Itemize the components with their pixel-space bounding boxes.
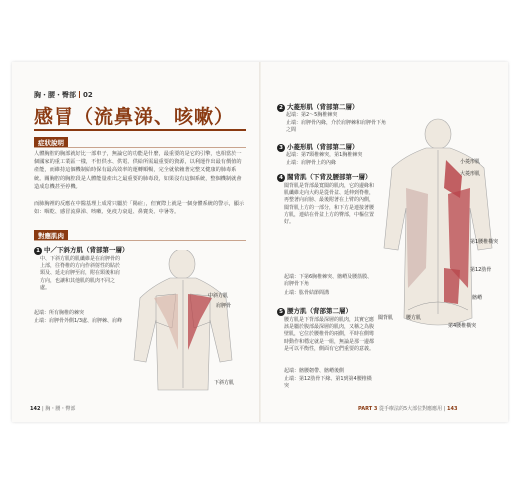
right-footer: PART 3 從手療法的5大部位對應應用 | 143 [358,406,458,412]
muscle-4-origin: 起端：下第6胸椎棘突、髂嵴及腰筋膜、肩胛骨下角 [284,274,373,288]
page-title: 感冒（流鼻涕、咳嗽） [34,106,235,128]
trapezius-figure [132,250,250,400]
page-gutter [259,62,261,422]
book-spread [12,62,508,422]
fig-label-scapula: 肩胛骨 [216,303,232,309]
muscle-5-origin: 起端：髂腰韌帶、髂嵴後側 [284,368,345,374]
muscle-1-number: 1 [34,247,42,255]
fig-label-rhomboid-major: 大菱形肌 [460,171,481,177]
muscle-4-number: 4 [277,174,285,182]
left-footer-text: 胸・腰・臀部 [45,406,76,412]
muscles-tag: 對應肌肉 [34,230,68,241]
fig-label-l1: 第1腰椎橫突 [470,239,499,245]
muscle-3-heading: 3 小菱形肌（背部第二層） [277,142,359,152]
muscle-2-insertion: 止端：肩胛骨內緣，介於肩胛棘和肩胛骨下角之間 [286,120,387,134]
fig-label-rhomboid-minor: 小菱形肌 [460,159,481,165]
fig-label-lower-trapezius: 下斜方肌 [214,380,235,386]
muscle-2-origin: 起端：第2～5胸椎棘突 [286,112,338,118]
muscle-3-origin: 起端：第7頸椎棘突，第1胸椎棘突 [286,152,363,158]
fig-label-rib12: 第12肋骨 [470,267,492,273]
muscle-4-insertion: 止端：肱骨結節間溝 [284,290,330,296]
muscle-4-heading: 4 闊背肌（下背及腰部第一層） [277,172,372,182]
muscle-1-insertion: 止端：肩胛骨外側1/3處、肩胛棘、肩峰 [34,318,123,324]
symptom-paragraph-1: 人體胸腔的胸部就好比一部車子，無論它的功能是什麼，最重要的是它的引擎，也相當於一個國家的重工業區一樣，不但供水、供電、供給所需最重要的資源，以利運作出最有價值的產能，而維持這個機制給時保有最高效率的運轉順暢，完全就依賴著完整又健康的肺毒系統。關胸腔的胸腔段是人體能量產出之最重要的肺毒段，如果沒有這個系統，整個機制就會造成怠機甚至停機。 [34,151,242,190]
muscle-5-heading: 5 腰方肌（背部第二層） [277,306,352,316]
symptom-paragraph-2: 而肺胸裡的反應在中醫基理上成常只屬於「陽症」，但實際上就是一個身體系統的警示，顯示如：咽乾、感冒流鼻涕、咳嗽、免疫力衰退、鼻竇炎、中暑等。 [34,201,245,216]
fig-label-iliac: 髂嵴 [472,295,483,301]
muscle-4-desc: 闊背肌是背部最寬闊的肌肉，它的邊緣和肌纖維走向大約是從骨盆、延伸到脊椎，再整著向肩膀、最後附著在上臂的內側，闊背肌上方的一部分，和下方是連接著腰方肌，連結在骨盆上方的臀部，中樞位置好。 [284,183,375,226]
muscle-3-number: 3 [277,144,285,152]
quadratus-lumborum-shape [444,268,460,304]
fig-label-middle-trapezius: 中斜方肌 [208,293,229,299]
muscle-5-desc: 腰方肌是下背部最深層的肌肉，其實它應該是屬於腹部最深層的肌肉，又稱之為腹壁肌，它位於腰椎骨的兩側，平時在側彎時動作和穩定就是一組，無論是那一邊都是可以平衡性，側面有它們重要的意義。 [284,317,375,352]
muscle-1-heading: 1 中／下斜方肌（背部第一層） [34,245,129,255]
muscle-1-desc: 中、下斜方肌的肌纖維是在肩胛骨的上部，往脊椎的方向作斜射性的貼於頸及、延走肩胛至肩，附在頸後和肩方向，也讓和其他肌的肌肉不同之處。 [40,256,121,291]
muscle-5-number: 5 [277,308,285,316]
fig-label-latissimus: 闊背肌 [378,315,394,321]
section-number: 02 [83,91,93,99]
fig-label-quadratus: 腰方肌 [406,315,422,321]
muscles-rule [34,240,246,241]
muscle-2-heading: 2 大菱形肌（背部第二層） [277,102,359,112]
right-footer-text: 從手療法的5大部位對應應用 [378,406,443,412]
muscle-5-insertion: 止端：第12肋骨下緣、第1到第4腰椎橫突 [284,376,372,390]
title-rule [34,129,246,131]
symptom-rule [34,147,246,148]
left-page-number: 142 [30,406,41,412]
muscle-1-origin: 起端：所有胸椎的棘突 [34,310,85,316]
section-name: 胸・腰・臀部 [34,91,76,99]
section-label [34,90,93,100]
right-page-number: 143 [447,406,458,412]
muscle-3-insertion: 止端：肩胛骨上的內緣 [286,160,337,166]
left-footer: 142 | 胸・腰・臀部 [30,406,76,412]
fig-label-l4: 第4腰椎橫突 [448,323,477,329]
right-footer-part: PART 3 [358,406,378,412]
symptom-tag: 症狀說明 [34,137,68,148]
muscle-2-number: 2 [277,104,285,112]
